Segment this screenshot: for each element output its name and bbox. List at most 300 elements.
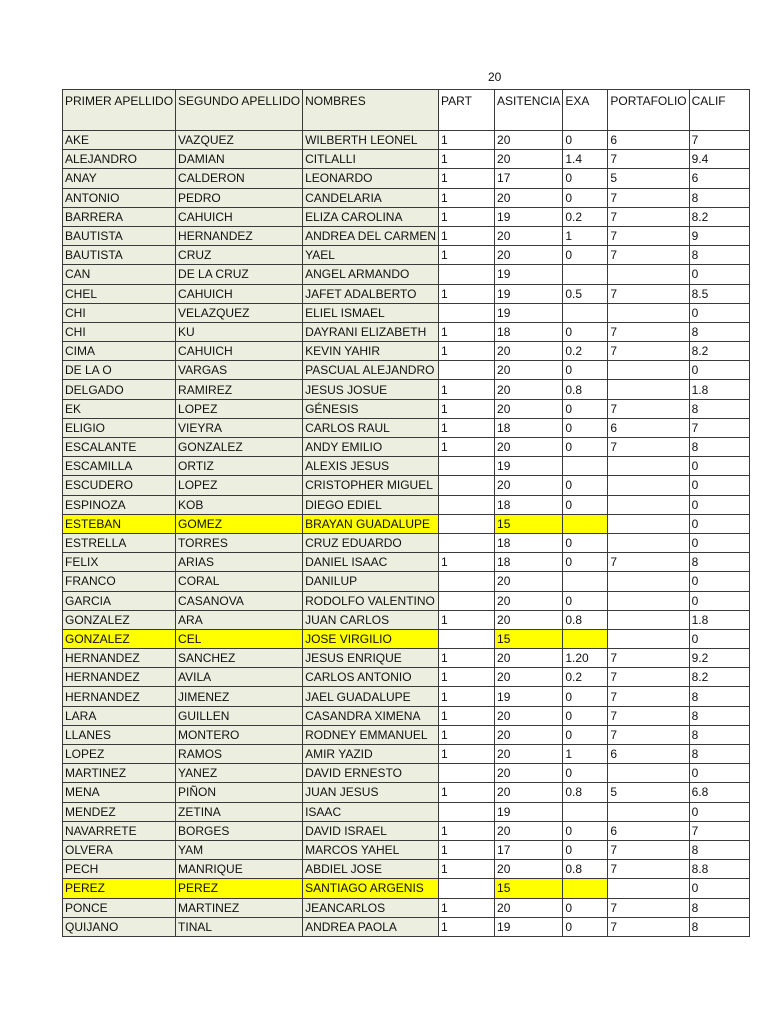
cell-segundo-apellido[interactable]: CAHUICH [176,284,303,303]
cell-primer-apellido[interactable]: CAN [63,265,176,284]
cell-segundo-apellido[interactable]: KOB [176,495,303,514]
cell-exa[interactable]: 0 [563,418,608,437]
cell-nombres[interactable]: JAEL GUADALUPE [303,687,439,706]
cell-asistencia[interactable]: 19 [495,207,563,226]
cell-asistencia[interactable]: 18 [495,418,563,437]
cell-calif[interactable]: 8 [689,322,749,341]
cell-calif[interactable]: 8 [689,745,749,764]
cell-part[interactable]: 1 [439,725,495,744]
cell-calif[interactable]: 1.8 [689,380,749,399]
cell-portafolio[interactable] [608,514,689,533]
cell-portafolio[interactable]: 7 [608,687,689,706]
cell-part[interactable] [439,514,495,533]
cell-segundo-apellido[interactable]: MARTINEZ [176,898,303,917]
cell-exa[interactable]: 0.8 [563,380,608,399]
cell-portafolio[interactable]: 7 [608,226,689,245]
cell-calif[interactable]: 6 [689,169,749,188]
cell-part[interactable] [439,361,495,380]
cell-primer-apellido[interactable]: BAUTISTA [63,226,176,245]
cell-exa[interactable]: 0 [563,131,608,150]
cell-portafolio[interactable] [608,879,689,898]
cell-primer-apellido[interactable]: ANTONIO [63,188,176,207]
cell-part[interactable]: 1 [439,553,495,572]
cell-portafolio[interactable]: 7 [608,284,689,303]
cell-portafolio[interactable] [608,457,689,476]
cell-exa[interactable]: 0 [563,361,608,380]
cell-portafolio[interactable] [608,303,689,322]
cell-exa[interactable]: 0 [563,821,608,840]
cell-nombres[interactable]: CRUZ EDUARDO [303,533,439,552]
cell-nombres[interactable]: DANIEL ISAAC [303,553,439,572]
cell-portafolio[interactable]: 6 [608,131,689,150]
cell-primer-apellido[interactable]: DE LA O [63,361,176,380]
cell-nombres[interactable]: JESUS ENRIQUE [303,649,439,668]
cell-nombres[interactable]: WILBERTH LEONEL [303,131,439,150]
cell-nombres[interactable]: YAEL [303,246,439,265]
cell-asistencia[interactable]: 20 [495,725,563,744]
cell-segundo-apellido[interactable]: ZETINA [176,802,303,821]
cell-nombres[interactable]: JEANCARLOS [303,898,439,917]
cell-exa[interactable]: 0 [563,495,608,514]
cell-calif[interactable]: 8.2 [689,342,749,361]
cell-asistencia[interactable]: 20 [495,476,563,495]
cell-calif[interactable]: 1.8 [689,610,749,629]
header-asistencia[interactable]: ASITENCIA [495,90,563,131]
cell-exa[interactable]: 0 [563,706,608,725]
cell-calif[interactable]: 8 [689,917,749,936]
cell-calif[interactable]: 6.8 [689,783,749,802]
cell-primer-apellido[interactable]: CIMA [63,342,176,361]
cell-portafolio[interactable] [608,572,689,591]
cell-segundo-apellido[interactable]: CRUZ [176,246,303,265]
cell-portafolio[interactable]: 7 [608,725,689,744]
cell-part[interactable] [439,303,495,322]
cell-asistencia[interactable]: 20 [495,610,563,629]
cell-portafolio[interactable]: 7 [608,668,689,687]
cell-segundo-apellido[interactable]: GOMEZ [176,514,303,533]
cell-segundo-apellido[interactable]: DAMIAN [176,150,303,169]
cell-part[interactable] [439,802,495,821]
cell-exa[interactable]: 0.2 [563,342,608,361]
cell-exa[interactable]: 0 [563,725,608,744]
cell-nombres[interactable]: CANDELARIA [303,188,439,207]
cell-segundo-apellido[interactable]: MANRIQUE [176,860,303,879]
cell-nombres[interactable]: CARLOS RAUL [303,418,439,437]
cell-part[interactable] [439,629,495,648]
cell-asistencia[interactable]: 19 [495,303,563,322]
cell-calif[interactable]: 8 [689,438,749,457]
cell-primer-apellido[interactable]: LLANES [63,725,176,744]
header-portafolio[interactable]: PORTAFOLIO [608,90,689,131]
cell-nombres[interactable]: DAVID ISRAEL [303,821,439,840]
cell-nombres[interactable]: ANDREA DEL CARMEN [303,226,439,245]
cell-asistencia[interactable]: 20 [495,764,563,783]
cell-portafolio[interactable] [608,533,689,552]
cell-segundo-apellido[interactable]: YAM [176,840,303,859]
cell-segundo-apellido[interactable]: LOPEZ [176,399,303,418]
cell-primer-apellido[interactable]: PONCE [63,898,176,917]
cell-portafolio[interactable]: 7 [608,898,689,917]
header-nombres[interactable]: NOMBRES [303,90,439,131]
cell-nombres[interactable]: MARCOS YAHEL [303,840,439,859]
cell-exa[interactable]: 0 [563,476,608,495]
cell-nombres[interactable]: ELIEL ISMAEL [303,303,439,322]
header-segundo-apellido[interactable]: SEGUNDO APELLIDO [176,90,303,131]
cell-primer-apellido[interactable]: ELIGIO [63,418,176,437]
cell-part[interactable]: 1 [439,284,495,303]
cell-asistencia[interactable]: 17 [495,169,563,188]
cell-primer-apellido[interactable]: ESCUDERO [63,476,176,495]
cell-primer-apellido[interactable]: ALEJANDRO [63,150,176,169]
cell-portafolio[interactable]: 7 [608,150,689,169]
cell-segundo-apellido[interactable]: PIÑON [176,783,303,802]
cell-segundo-apellido[interactable]: PEDRO [176,188,303,207]
cell-primer-apellido[interactable]: GONZALEZ [63,629,176,648]
cell-segundo-apellido[interactable]: VAZQUEZ [176,131,303,150]
cell-portafolio[interactable]: 6 [608,418,689,437]
cell-segundo-apellido[interactable]: JIMENEZ [176,687,303,706]
cell-asistencia[interactable]: 15 [495,514,563,533]
cell-calif[interactable]: 7 [689,418,749,437]
cell-calif[interactable]: 0 [689,572,749,591]
cell-asistencia[interactable]: 18 [495,495,563,514]
cell-part[interactable]: 1 [439,860,495,879]
cell-asistencia[interactable]: 20 [495,572,563,591]
cell-nombres[interactable]: DAYRANI ELIZABETH [303,322,439,341]
cell-primer-apellido[interactable]: MENA [63,783,176,802]
cell-asistencia[interactable]: 18 [495,553,563,572]
cell-asistencia[interactable]: 20 [495,438,563,457]
cell-calif[interactable]: 0 [689,591,749,610]
cell-calif[interactable]: 0 [689,514,749,533]
cell-exa[interactable]: 0 [563,188,608,207]
cell-primer-apellido[interactable]: CHEL [63,284,176,303]
cell-asistencia[interactable]: 20 [495,246,563,265]
cell-primer-apellido[interactable]: CHI [63,322,176,341]
cell-primer-apellido[interactable]: OLVERA [63,840,176,859]
cell-nombres[interactable]: ANDY EMILIO [303,438,439,457]
cell-exa[interactable]: 0 [563,533,608,552]
cell-segundo-apellido[interactable]: ORTIZ [176,457,303,476]
cell-calif[interactable]: 8 [689,725,749,744]
cell-asistencia[interactable]: 20 [495,649,563,668]
cell-asistencia[interactable]: 17 [495,840,563,859]
cell-primer-apellido[interactable]: NAVARRETE [63,821,176,840]
cell-calif[interactable]: 8 [689,898,749,917]
cell-segundo-apellido[interactable]: KU [176,322,303,341]
cell-segundo-apellido[interactable]: AVILA [176,668,303,687]
cell-segundo-apellido[interactable]: ARIAS [176,553,303,572]
cell-portafolio[interactable]: 6 [608,745,689,764]
cell-asistencia[interactable]: 15 [495,879,563,898]
cell-portafolio[interactable]: 7 [608,706,689,725]
cell-primer-apellido[interactable]: LARA [63,706,176,725]
cell-part[interactable]: 1 [439,226,495,245]
cell-primer-apellido[interactable]: PEREZ [63,879,176,898]
cell-asistencia[interactable]: 20 [495,188,563,207]
cell-part[interactable]: 1 [439,898,495,917]
cell-part[interactable]: 1 [439,169,495,188]
cell-segundo-apellido[interactable]: CAHUICH [176,207,303,226]
cell-asistencia[interactable]: 18 [495,533,563,552]
cell-nombres[interactable]: RODNEY EMMANUEL [303,725,439,744]
cell-calif[interactable]: 7 [689,821,749,840]
cell-calif[interactable]: 8 [689,687,749,706]
cell-primer-apellido[interactable]: ESCAMILLA [63,457,176,476]
cell-portafolio[interactable] [608,802,689,821]
cell-portafolio[interactable] [608,591,689,610]
cell-portafolio[interactable] [608,610,689,629]
cell-exa[interactable]: 0.8 [563,860,608,879]
cell-asistencia[interactable]: 19 [495,265,563,284]
cell-exa[interactable] [563,303,608,322]
cell-part[interactable] [439,457,495,476]
cell-nombres[interactable]: JOSE VIRGILIO [303,629,439,648]
cell-segundo-apellido[interactable]: GUILLEN [176,706,303,725]
cell-exa[interactable]: 1 [563,745,608,764]
cell-primer-apellido[interactable]: ESCALANTE [63,438,176,457]
cell-part[interactable]: 1 [439,399,495,418]
cell-part[interactable]: 1 [439,188,495,207]
cell-segundo-apellido[interactable]: TINAL [176,917,303,936]
cell-segundo-apellido[interactable]: MONTERO [176,725,303,744]
cell-exa[interactable]: 1 [563,226,608,245]
cell-segundo-apellido[interactable]: GONZALEZ [176,438,303,457]
cell-part[interactable]: 1 [439,438,495,457]
cell-primer-apellido[interactable]: PECH [63,860,176,879]
cell-nombres[interactable]: KEVIN YAHIR [303,342,439,361]
cell-exa[interactable]: 0 [563,591,608,610]
cell-calif[interactable]: 8 [689,246,749,265]
cell-part[interactable] [439,265,495,284]
cell-part[interactable]: 1 [439,840,495,859]
cell-exa[interactable] [563,802,608,821]
cell-exa[interactable]: 0.8 [563,783,608,802]
cell-part[interactable]: 1 [439,150,495,169]
cell-calif[interactable]: 7 [689,131,749,150]
cell-asistencia[interactable]: 20 [495,131,563,150]
cell-portafolio[interactable]: 7 [608,840,689,859]
cell-calif[interactable]: 0 [689,879,749,898]
cell-primer-apellido[interactable]: ANAY [63,169,176,188]
cell-asistencia[interactable]: 20 [495,380,563,399]
cell-segundo-apellido[interactable]: CORAL [176,572,303,591]
cell-nombres[interactable]: CARLOS ANTONIO [303,668,439,687]
cell-primer-apellido[interactable]: GARCIA [63,591,176,610]
cell-nombres[interactable]: ANGEL ARMANDO [303,265,439,284]
cell-nombres[interactable]: LEONARDO [303,169,439,188]
cell-part[interactable]: 1 [439,322,495,341]
cell-calif[interactable]: 9 [689,226,749,245]
cell-exa[interactable]: 0 [563,169,608,188]
cell-part[interactable] [439,533,495,552]
cell-primer-apellido[interactable]: QUIJANO [63,917,176,936]
cell-nombres[interactable]: JUAN JESUS [303,783,439,802]
header-primer-apellido[interactable]: PRIMER APELLIDO [63,90,176,131]
cell-segundo-apellido[interactable]: CAHUICH [176,342,303,361]
cell-segundo-apellido[interactable]: RAMOS [176,745,303,764]
cell-segundo-apellido[interactable]: CEL [176,629,303,648]
cell-exa[interactable] [563,572,608,591]
cell-portafolio[interactable] [608,361,689,380]
cell-nombres[interactable]: CITLALLI [303,150,439,169]
cell-asistencia[interactable]: 19 [495,457,563,476]
cell-primer-apellido[interactable]: CHI [63,303,176,322]
cell-asistencia[interactable]: 19 [495,284,563,303]
cell-nombres[interactable]: ABDIEL JOSE [303,860,439,879]
cell-primer-apellido[interactable]: FELIX [63,553,176,572]
cell-primer-apellido[interactable]: AKE [63,131,176,150]
cell-calif[interactable]: 0 [689,361,749,380]
cell-asistencia[interactable]: 19 [495,917,563,936]
cell-exa[interactable]: 0 [563,687,608,706]
cell-asistencia[interactable]: 20 [495,150,563,169]
cell-calif[interactable]: 0 [689,764,749,783]
cell-exa[interactable]: 1.20 [563,649,608,668]
cell-calif[interactable]: 0 [689,802,749,821]
cell-exa[interactable] [563,879,608,898]
cell-part[interactable]: 1 [439,649,495,668]
cell-asistencia[interactable]: 19 [495,687,563,706]
cell-asistencia[interactable]: 20 [495,706,563,725]
cell-part[interactable]: 1 [439,342,495,361]
cell-exa[interactable]: 0 [563,399,608,418]
header-exa[interactable]: EXA [563,90,608,131]
cell-calif[interactable]: 8 [689,188,749,207]
cell-exa[interactable]: 0 [563,322,608,341]
cell-part[interactable] [439,591,495,610]
cell-part[interactable] [439,572,495,591]
cell-portafolio[interactable] [608,764,689,783]
cell-calif[interactable]: 0 [689,495,749,514]
cell-portafolio[interactable]: 7 [608,342,689,361]
cell-part[interactable] [439,476,495,495]
cell-nombres[interactable]: GÉNESIS [303,399,439,418]
cell-primer-apellido[interactable]: BARRERA [63,207,176,226]
cell-exa[interactable] [563,514,608,533]
cell-exa[interactable]: 0 [563,438,608,457]
cell-nombres[interactable]: PASCUAL ALEJANDRO [303,361,439,380]
cell-primer-apellido[interactable]: MARTINEZ [63,764,176,783]
cell-exa[interactable]: 0.2 [563,668,608,687]
cell-segundo-apellido[interactable]: TORRES [176,533,303,552]
cell-primer-apellido[interactable]: GONZALEZ [63,610,176,629]
cell-exa[interactable]: 0 [563,246,608,265]
cell-calif[interactable]: 8 [689,399,749,418]
cell-portafolio[interactable]: 7 [608,860,689,879]
cell-calif[interactable]: 9.4 [689,150,749,169]
cell-portafolio[interactable]: 7 [608,399,689,418]
cell-nombres[interactable]: JESUS JOSUE [303,380,439,399]
cell-exa[interactable]: 0 [563,764,608,783]
cell-primer-apellido[interactable]: ESPINOZA [63,495,176,514]
cell-calif[interactable]: 0 [689,457,749,476]
cell-segundo-apellido[interactable]: DE LA CRUZ [176,265,303,284]
cell-portafolio[interactable]: 5 [608,169,689,188]
cell-portafolio[interactable] [608,495,689,514]
cell-part[interactable]: 1 [439,207,495,226]
cell-exa[interactable]: 0 [563,840,608,859]
cell-primer-apellido[interactable]: LOPEZ [63,745,176,764]
cell-primer-apellido[interactable]: EK [63,399,176,418]
cell-part[interactable] [439,764,495,783]
cell-calif[interactable]: 8 [689,840,749,859]
cell-segundo-apellido[interactable]: VELAZQUEZ [176,303,303,322]
cell-part[interactable] [439,879,495,898]
cell-part[interactable]: 1 [439,706,495,725]
cell-asistencia[interactable]: 20 [495,745,563,764]
cell-part[interactable]: 1 [439,380,495,399]
cell-asistencia[interactable]: 20 [495,591,563,610]
cell-primer-apellido[interactable]: FRANCO [63,572,176,591]
header-calif[interactable]: CALIF [689,90,749,131]
cell-nombres[interactable]: ALEXIS JESUS [303,457,439,476]
cell-part[interactable] [439,495,495,514]
cell-exa[interactable]: 1.4 [563,150,608,169]
cell-asistencia[interactable]: 19 [495,802,563,821]
cell-portafolio[interactable]: 7 [608,188,689,207]
cell-part[interactable]: 1 [439,687,495,706]
cell-segundo-apellido[interactable]: YANEZ [176,764,303,783]
cell-exa[interactable] [563,265,608,284]
cell-exa[interactable]: 0.8 [563,610,608,629]
cell-nombres[interactable]: DAVID ERNESTO [303,764,439,783]
cell-calif[interactable]: 8.5 [689,284,749,303]
cell-segundo-apellido[interactable]: ARA [176,610,303,629]
cell-nombres[interactable]: RODOLFO VALENTINO [303,591,439,610]
cell-calif[interactable]: 9.2 [689,649,749,668]
cell-segundo-apellido[interactable]: BORGES [176,821,303,840]
cell-calif[interactable]: 0 [689,303,749,322]
cell-nombres[interactable]: SANTIAGO ARGENIS [303,879,439,898]
cell-nombres[interactable]: ANDREA PAOLA [303,917,439,936]
cell-part[interactable]: 1 [439,418,495,437]
cell-portafolio[interactable] [608,380,689,399]
cell-segundo-apellido[interactable]: HERNANDEZ [176,226,303,245]
cell-asistencia[interactable]: 20 [495,898,563,917]
cell-exa[interactable] [563,629,608,648]
cell-portafolio[interactable]: 7 [608,246,689,265]
cell-nombres[interactable]: AMIR YAZID [303,745,439,764]
cell-segundo-apellido[interactable]: VARGAS [176,361,303,380]
cell-calif[interactable]: 8 [689,706,749,725]
cell-part[interactable]: 1 [439,131,495,150]
cell-nombres[interactable]: DIEGO EDIEL [303,495,439,514]
cell-nombres[interactable]: JAFET ADALBERTO [303,284,439,303]
cell-asistencia[interactable]: 20 [495,342,563,361]
cell-segundo-apellido[interactable]: CALDERON [176,169,303,188]
cell-part[interactable]: 1 [439,783,495,802]
cell-part[interactable]: 1 [439,917,495,936]
cell-exa[interactable]: 0 [563,898,608,917]
cell-part[interactable]: 1 [439,821,495,840]
cell-exa[interactable] [563,457,608,476]
cell-nombres[interactable]: CASANDRA XIMENA [303,706,439,725]
cell-part[interactable]: 1 [439,668,495,687]
cell-primer-apellido[interactable]: DELGADO [63,380,176,399]
header-part[interactable]: PART [439,90,495,131]
cell-calif[interactable]: 0 [689,533,749,552]
cell-primer-apellido[interactable]: HERNANDEZ [63,649,176,668]
cell-segundo-apellido[interactable]: PEREZ [176,879,303,898]
cell-portafolio[interactable]: 7 [608,438,689,457]
cell-asistencia[interactable]: 15 [495,629,563,648]
cell-nombres[interactable]: CRISTOPHER MIGUEL [303,476,439,495]
cell-nombres[interactable]: DANILUP [303,572,439,591]
cell-nombres[interactable]: JUAN CARLOS [303,610,439,629]
cell-primer-apellido[interactable]: ESTEBAN [63,514,176,533]
cell-portafolio[interactable]: 7 [608,917,689,936]
